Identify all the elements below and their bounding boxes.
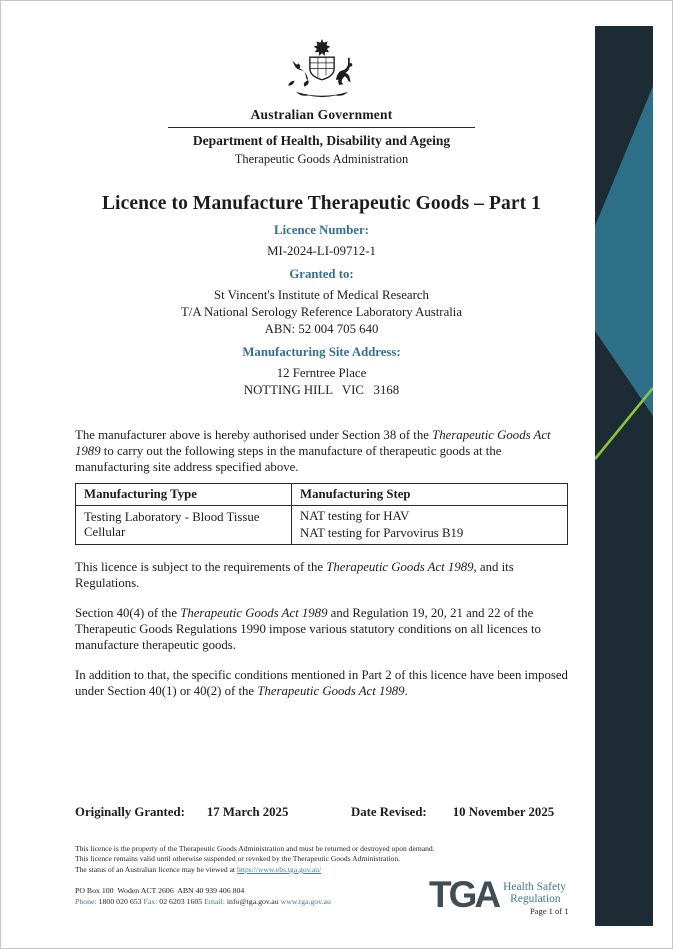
authorisation-paragraph bbox=[75, 427, 568, 475]
cell-manufacturing-type: Testing Laboratory - Blood Tissue Cellular bbox=[76, 506, 292, 545]
tagline-line-2: Regulation bbox=[510, 892, 561, 905]
licence-number-label: Licence Number: bbox=[274, 223, 369, 237]
letterhead bbox=[75, 1, 568, 167]
statutory-text-post: and Regulation 19, 20, 21 and 22 of the Therapeutic Goods Regulations 1990 impose various statutory conditions on all licences to manufacture therapeutic goods. bbox=[75, 606, 541, 652]
document-content bbox=[75, 1, 568, 699]
fine-print-line-1: This licence is the property of the Therapeutic Goods Administration and must be returned or destroyed upon demand. bbox=[75, 844, 435, 853]
fax-label: Fax: bbox=[143, 896, 158, 906]
decorative-side-band bbox=[595, 26, 653, 926]
manufacturing-step-1: NAT testing for HAV bbox=[300, 509, 410, 523]
act-name-italic: Therapeutic Goods Act 1989 bbox=[75, 428, 551, 458]
fax-value: 02 6203 1605 bbox=[159, 896, 203, 906]
manufacturing-step-2: NAT testing for Parvovirus B19 bbox=[300, 526, 464, 540]
date-revised-value: 10 November 2025 bbox=[452, 805, 555, 819]
site-address-label: Manufacturing Site Address: bbox=[242, 345, 401, 359]
cell-manufacturing-steps bbox=[292, 506, 568, 545]
specific-text-post: . bbox=[404, 684, 408, 698]
email-value: info@tga.gov.au bbox=[226, 896, 279, 906]
authorisation-text-post: to carry out the following steps in the manufacture of therapeutic goods at the manufacturing site address specified above. bbox=[75, 444, 502, 474]
column-header-manufacturing-type: Manufacturing Type bbox=[76, 484, 292, 506]
website-value: www.tga.gov.au bbox=[280, 896, 331, 906]
subject-text-pre: This licence is subject to the requirements of the bbox=[75, 560, 327, 574]
fine-print-line-3-text: The status of an Australian licence may be viewed at bbox=[75, 864, 237, 874]
statutory-text-pre: Section 40(4) of the bbox=[75, 606, 181, 620]
column-header-manufacturing-step: Manufacturing Step bbox=[292, 484, 568, 506]
manufacturing-table bbox=[75, 483, 568, 545]
subject-text-post: , and its Regulations. bbox=[75, 560, 514, 590]
site-address-line-1: 12 Ferntree Place bbox=[276, 366, 367, 380]
act-name-italic: Therapeutic Goods Act 1989 bbox=[326, 560, 474, 574]
email-label: Email: bbox=[204, 896, 225, 906]
grantee-trading-name: T/A National Serology Reference Laboratory Australia bbox=[180, 305, 463, 319]
tga-logo-text: TGA bbox=[429, 874, 499, 915]
header-rule bbox=[168, 127, 475, 128]
granted-to-label: Granted to: bbox=[289, 267, 354, 281]
act-name-italic: Therapeutic Goods Act 1989 bbox=[180, 606, 328, 620]
statutory-conditions-paragraph bbox=[75, 605, 568, 653]
phone-label: Phone: bbox=[75, 896, 97, 906]
date-revised-group bbox=[351, 805, 554, 820]
grantee-name: St Vincent's Institute of Medical Research bbox=[214, 288, 429, 302]
department-name: Department of Health, Disability and Ageing bbox=[192, 133, 451, 148]
authorisation-text-pre: The manufacturer above is hereby authorised under Section 38 of the bbox=[75, 428, 433, 442]
act-name-italic: Therapeutic Goods Act 1989 bbox=[257, 684, 405, 698]
licence-number-value: MI-2024-LI-09712-1 bbox=[267, 244, 376, 258]
postal-address: PO Box 100 Woden ACT 2606 ABN 40 939 406 804 bbox=[75, 886, 245, 896]
table-row bbox=[76, 506, 568, 545]
phone-value: 1800 020 653 bbox=[98, 896, 142, 906]
page-title: Licence to Manufacture Therapeutic Goods – Part 1 bbox=[101, 193, 542, 214]
agency-name: Therapeutic Goods Administration bbox=[234, 152, 409, 166]
fine-print bbox=[75, 844, 568, 875]
table-header-row bbox=[76, 484, 568, 506]
specific-conditions-paragraph bbox=[75, 667, 568, 699]
date-revised-label: Date Revised: bbox=[351, 805, 427, 819]
side-band-graphic bbox=[595, 26, 653, 926]
originally-granted-label: Originally Granted: bbox=[75, 805, 185, 819]
dates-row bbox=[75, 805, 568, 820]
ebs-status-link[interactable]: https://www.ebs.tga.gov.au/ bbox=[236, 864, 322, 874]
fine-print-line-2: This licence remains valid until otherwise suspended or revoked by the Therapeutic Goods Administration. bbox=[75, 854, 401, 864]
subject-to-paragraph bbox=[75, 559, 568, 591]
site-address-line-2: NOTTING HILL VIC 3168 bbox=[243, 383, 400, 397]
grantee-abn: ABN: 52 004 705 640 bbox=[264, 322, 379, 336]
page-number: Page 1 of 1 bbox=[530, 906, 569, 916]
australian-coat-of-arms-icon bbox=[270, 38, 374, 99]
originally-granted-value: 17 March 2025 bbox=[206, 805, 289, 819]
government-name: Australian Government bbox=[250, 107, 393, 122]
tagline-line-1: Health Safety bbox=[503, 881, 567, 893]
specific-text-pre: In addition to that, the specific conditions mentioned in Part 2 of this licence have been imposed under Section 40(1) or 40(2) of the bbox=[75, 668, 568, 698]
